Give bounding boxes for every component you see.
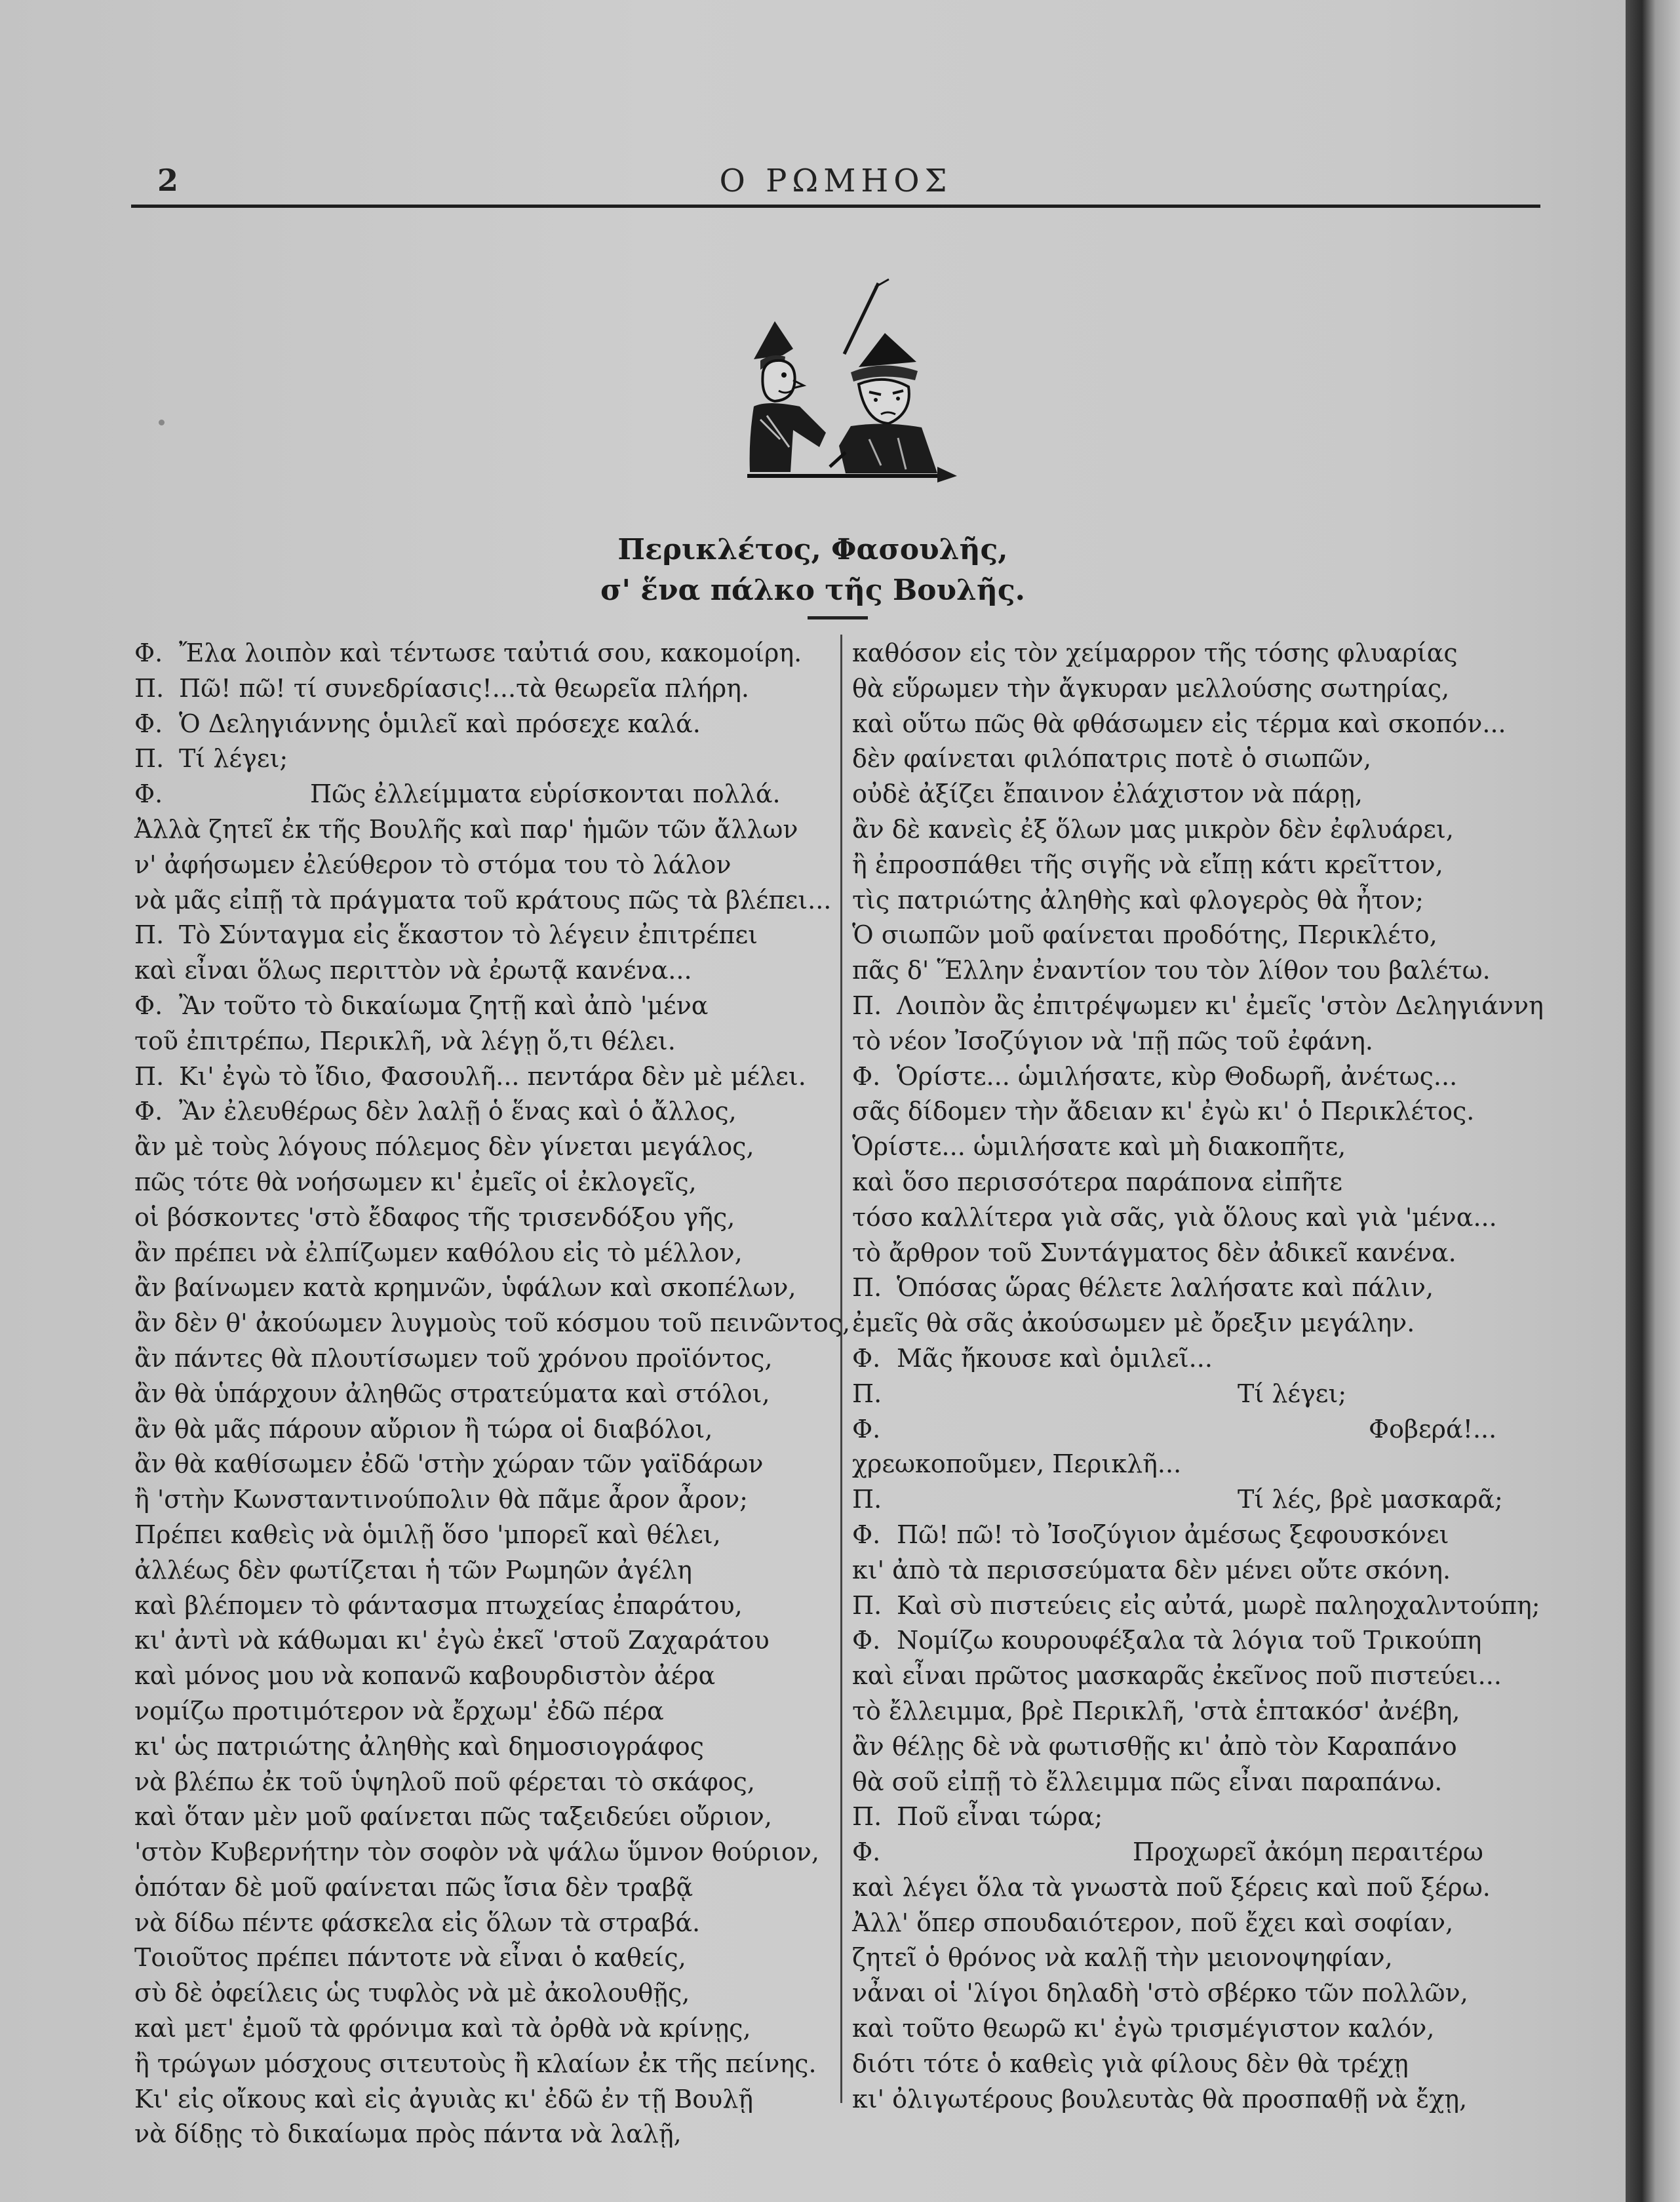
page-header bbox=[131, 157, 1540, 203]
verse-line bbox=[134, 741, 829, 777]
article-title-line-1: Περικλέτος, Φασουλῆς, bbox=[617, 533, 1008, 566]
verse-text: Τί λές, βρὲ μασκαρᾶ; bbox=[1238, 1485, 1503, 1514]
verse-text: Τί λέγει; bbox=[179, 744, 288, 774]
verse-line bbox=[134, 1976, 829, 2011]
verse-text: ἂν θὰ ὑπάρχουν ἀληθῶς στρατεύματα καὶ στόλοι, bbox=[134, 1379, 770, 1408]
binding-spine bbox=[1626, 0, 1680, 2202]
verse-line bbox=[852, 1906, 1560, 1941]
verse-text: Ὁρίστε... ὡμιλήσατε καὶ μὴ διακοπῆτε, bbox=[852, 1132, 1346, 1162]
verse-text: Λοιπὸν ἂς ἐπιτρέψωμεν κι' ἐμεῖς 'στὸν Δεληγιάννη bbox=[897, 991, 1544, 1020]
verse-text: καὶ μόνος μου νὰ κοπανῶ καβουρδιστὸν ἀέρα bbox=[134, 1661, 716, 1691]
verse-line bbox=[134, 1024, 829, 1059]
verse-line bbox=[852, 1659, 1560, 1694]
verse-line bbox=[134, 1482, 829, 1518]
speaker-label: Φ. bbox=[852, 1626, 881, 1655]
verse-line bbox=[134, 1870, 829, 1906]
ink-speck bbox=[159, 420, 165, 425]
verse-text: καὶ λέγει ὅλα τὰ γνωστὰ ποῦ ξέρεις καὶ ποῦ ξέρω. bbox=[852, 1872, 1491, 1902]
verse-line bbox=[134, 1799, 829, 1835]
verse-text: ἂν πρέπει νὰ ἐλπίζωμεν καθόλου εἰς τὸ μέλλον, bbox=[134, 1238, 743, 1267]
speaker-label: Φ. bbox=[134, 709, 163, 738]
verse-text: Ἀλλὰ ζητεῖ ἐκ τῆς Βουλῆς καὶ παρ' ἡμῶν τῶν ἄλλων bbox=[134, 814, 798, 844]
verse-text: Ὁ Δεληγιάννης ὁμιλεῖ καὶ πρόσεχε καλά. bbox=[179, 709, 701, 738]
verse-text: νομίζω προτιμότερον νὰ ἔρχωμ' ἐδῶ πέρα bbox=[134, 1696, 664, 1725]
speaker-label: Π. bbox=[852, 991, 882, 1020]
verse-line bbox=[852, 989, 1560, 1024]
verse-line bbox=[852, 1447, 1560, 1482]
verse-text: 'στὸν Κυβερνήτην τὸν σοφὸν νὰ ψάλω ὕμνον θούριον, bbox=[134, 1838, 819, 1867]
verse-text: Ὁπόσας ὥρας θέλετε λαλήσατε καὶ πάλιν, bbox=[897, 1273, 1434, 1303]
verse-text: Τὸ Σύνταγμα εἰς ἕκαστον τὸ λέγειν ἐπιτρέπει bbox=[179, 920, 758, 950]
verse-line bbox=[134, 1694, 829, 1729]
speaker-label: Π. bbox=[852, 1273, 882, 1303]
verse-line bbox=[852, 1694, 1560, 1729]
verse-line bbox=[852, 1729, 1560, 1765]
verse-text: Ἀλλ' ὅπερ σπουδαιότερον, ποῦ ἔχει καὶ σοφίαν, bbox=[852, 1908, 1454, 1937]
verse-line bbox=[852, 741, 1560, 777]
speaker-label: Φ. bbox=[852, 1414, 881, 1444]
left-column bbox=[134, 636, 851, 2152]
verse-text: Ὁρίστε... ὡμιλήσατε, κὺρ Θοδωρῆ, ἀνέτως... bbox=[897, 1061, 1458, 1091]
puppet-illustration bbox=[741, 275, 964, 492]
verse-text: καὶ εἶναι πρῶτος μασκαρᾶς ἐκεῖνος ποῦ πιστεύει... bbox=[852, 1661, 1502, 1691]
verse-line bbox=[852, 1518, 1560, 1553]
verse-text: τὶς πατριώτης ἀληθὴς καὶ φλογερὸς θὰ ἦτον; bbox=[852, 885, 1424, 914]
verse-text: Καὶ σὺ πιστεύεις εἰς αὐτά, μωρὲ παληοχαλντούπη; bbox=[897, 1590, 1540, 1620]
verse-line bbox=[134, 671, 829, 707]
verse-line bbox=[852, 848, 1560, 883]
verse-line bbox=[852, 1306, 1560, 1341]
verse-text: θὰ σοῦ εἰπῇ τὸ ἔλλειμμα πῶς εἶναι παραπάνω. bbox=[852, 1767, 1443, 1796]
verse-text: νὰ βλέπω ἐκ τοῦ ὑψηλοῦ ποῦ φέρεται τὸ σκάφος, bbox=[134, 1767, 755, 1796]
verse-text: Ἂν ἐλευθέρως δὲν λαλῇ ὁ ἕνας καὶ ὁ ἄλλος, bbox=[179, 1097, 737, 1126]
verse-text: Τοιοῦτος πρέπει πάντοτε νὰ εἶναι ὁ καθείς, bbox=[134, 1943, 686, 1973]
verse-text: Πρέπει καθεὶς νὰ ὁμιλῇ ὅσο 'μπορεῖ καὶ θέλει, bbox=[134, 1520, 721, 1549]
verse-text: ἐμεῖς θὰ σᾶς ἀκούσωμεν μὲ ὄρεξιν μεγάλην. bbox=[852, 1308, 1415, 1338]
verse-text: πᾶς δ' Ἕλλην ἐναντίον του τὸν λίθον του βαλέτω. bbox=[852, 956, 1491, 985]
verse-text: νὰ μᾶς εἰπῇ τὰ πράγματα τοῦ κράτους πῶς τὰ βλέπει... bbox=[134, 885, 832, 914]
verse-line bbox=[852, 1870, 1560, 1906]
verse-text: ἀλλέως δὲν φωτίζεται ἡ τῶν Ρωμηῶν ἀγέλη bbox=[134, 1555, 692, 1584]
verse-line bbox=[134, 2011, 829, 2047]
verse-text: Προχωρεῖ ἀκόμη περαιτέρω bbox=[1133, 1838, 1483, 1867]
verse-line bbox=[134, 1518, 829, 1553]
verse-line bbox=[134, 1130, 829, 1165]
verse-text: ἂν μὲ τοὺς λόγους πόλεμος δὲν γίνεται μεγάλος, bbox=[134, 1132, 754, 1162]
verse-line bbox=[134, 2082, 829, 2117]
verse-line bbox=[852, 1940, 1560, 1976]
verse-text: κι' ὀλιγωτέρους βουλευτὰς θὰ προσπαθῇ νὰ ἔχῃ, bbox=[852, 2084, 1468, 2114]
verse-text: Ἔλα λοιπὸν καὶ τέντωσε ταὐτιά σου, κακομοίρη. bbox=[179, 639, 802, 667]
verse-text: οὐδὲ ἀξίζει ἔπαινον ἐλάχιστον νὰ πάρῃ, bbox=[852, 779, 1363, 809]
speaker-label: Π. bbox=[134, 673, 165, 703]
verse-text: νὰ δίδω πέντε φάσκελα εἰς ὅλων τὰ στραβά. bbox=[134, 1908, 701, 1937]
verse-line bbox=[852, 636, 1560, 671]
verse-text: ἢ ἐπροσπάθει τῆς σιγῆς νὰ εἴπῃ κάτι κρεῖττον, bbox=[852, 850, 1443, 879]
verse-line bbox=[134, 1623, 829, 1659]
verse-line bbox=[852, 1130, 1560, 1165]
verse-line bbox=[852, 1200, 1560, 1236]
verse-text: ν' ἀφήσωμεν ἐλεύθερον τὸ στόμα του τὸ λάλον bbox=[134, 850, 732, 879]
verse-line bbox=[852, 777, 1560, 812]
verse-text: Κι' ἐγὼ τὸ ἴδιο, Φασουλῆ... πεντάρα δὲν μὲ μέλει. bbox=[179, 1061, 806, 1091]
speaker-label: Φ. bbox=[852, 1061, 881, 1091]
verse-line bbox=[852, 918, 1560, 953]
verse-text: δὲν φαίνεται φιλόπατρις ποτὲ ὁ σιωπῶν, bbox=[852, 744, 1372, 774]
verse-line bbox=[852, 2011, 1560, 2047]
verse-text: ὁπόταν δὲ μοῦ φαίνεται πῶς ἴσια δὲν τραβᾷ bbox=[134, 1872, 693, 1902]
verse-text: Νομίζω κουρουφέξαλα τὰ λόγια τοῦ Τρικούπη bbox=[897, 1626, 1482, 1655]
verse-line bbox=[134, 989, 829, 1024]
verse-line bbox=[134, 1200, 829, 1236]
verse-line bbox=[852, 883, 1560, 918]
verse-line bbox=[852, 1482, 1560, 1518]
verse-text: κι' ἀπὸ τὰ περισσεύματα δὲν μένει οὔτε σκόνη. bbox=[852, 1555, 1451, 1584]
verse-text: Μᾶς ἤκουσε καὶ ὁμιλεῖ... bbox=[897, 1343, 1213, 1373]
verse-text: τὸ ἔλλειμμα, βρὲ Περικλῆ, 'στὰ ἑπτακόσ' ἀνέβη, bbox=[852, 1696, 1460, 1725]
verse-line bbox=[852, 1270, 1560, 1306]
speaker-label: Π. bbox=[134, 1061, 165, 1091]
verse-line bbox=[852, 1165, 1560, 1200]
verse-line bbox=[134, 1835, 829, 1870]
verse-text: τὸ ἄρθρον τοῦ Συντάγματος δὲν ἀδικεῖ κανένα. bbox=[852, 1238, 1456, 1267]
verse-text: Ἂν τοῦτο τὸ δικαίωμα ζητῇ καὶ ἀπὸ 'μένα bbox=[179, 991, 709, 1020]
verse-text: καὶ βλέπομεν τὸ φάντασμα πτωχείας ἐπαράτου, bbox=[134, 1590, 743, 1620]
verse-text: ἢ 'στὴν Κωνσταντινούπολιν θὰ πᾶμε ἆρον ἆρον; bbox=[134, 1485, 748, 1514]
speaker-label: Φ. bbox=[134, 1097, 163, 1126]
verse-line bbox=[134, 1906, 829, 1941]
verse-line bbox=[852, 2082, 1560, 2117]
verse-text: τὸ νέον Ἰσοζύγιον νὰ 'πῇ πῶς τοῦ ἐφάνη. bbox=[852, 1026, 1373, 1055]
speaker-label: Π. bbox=[852, 1590, 882, 1620]
verse-line bbox=[852, 812, 1560, 848]
verse-line bbox=[852, 1412, 1560, 1447]
speaker-label: Π. bbox=[852, 1379, 882, 1408]
speaker-label: Φ. bbox=[852, 1838, 881, 1867]
verse-line bbox=[134, 1270, 829, 1306]
verse-line bbox=[134, 2117, 829, 2152]
verse-line bbox=[852, 707, 1560, 742]
verse-line bbox=[134, 1659, 829, 1694]
verse-line bbox=[852, 1377, 1560, 1412]
verse-line bbox=[852, 1799, 1560, 1835]
verse-text: καὶ εἶναι ὅλως περιττὸν νὰ ἐρωτᾷ κανένα... bbox=[134, 956, 692, 985]
verse-text: ἂν θέλῃς δὲ νὰ φωτισθῇς κι' ἀπὸ τὸν Καραπάνο bbox=[852, 1731, 1457, 1761]
verse-text: Ποῦ εἶναι τώρα; bbox=[897, 1802, 1103, 1832]
speaker-label: Φ. bbox=[134, 639, 163, 667]
verse-line bbox=[852, 1059, 1560, 1095]
verse-line bbox=[852, 1623, 1560, 1659]
verse-line bbox=[134, 883, 832, 918]
verse-line bbox=[134, 1094, 829, 1130]
verse-line bbox=[852, 1588, 1560, 1624]
speaker-label: Φ. bbox=[852, 1520, 881, 1549]
verse-text: ἂν θὰ καθίσωμεν ἐδῶ 'στὴν χώραν τῶν γαϊδάρων bbox=[134, 1449, 764, 1479]
verse-line bbox=[134, 1765, 829, 1800]
verse-line bbox=[134, 848, 829, 883]
verse-text: ἂν δὲ κανεὶς ἐξ ὅλων μας μικρὸν δὲν ἐφλυάρει, bbox=[852, 814, 1454, 844]
article-title bbox=[0, 530, 1626, 611]
verse-text: νἆναι οἱ 'λίγοι δηλαδὴ 'στὸ σβέρκο τῶν πολλῶν, bbox=[852, 1978, 1468, 2008]
verse-line bbox=[134, 918, 829, 953]
verse-text: νὰ δίδῃς τὸ δικαίωμα πρὸς πάντα νὰ λαλῇ, bbox=[134, 2119, 682, 2149]
verse-line bbox=[852, 1341, 1560, 1377]
verse-text: σᾶς δίδομεν τὴν ἄδειαν κι' ἐγὼ κι' ὁ Περικλέτος. bbox=[852, 1097, 1475, 1126]
verse-text: Φοβερά!... bbox=[1369, 1414, 1497, 1444]
verse-text: πῶς τότε θὰ νοήσωμεν κι' ἐμεῖς οἱ ἐκλογεῖς, bbox=[134, 1167, 697, 1196]
verse-line bbox=[134, 777, 829, 812]
verse-text: καὶ ὅσο περισσότερα παράπονα εἰπῆτε bbox=[852, 1167, 1342, 1196]
verse-line bbox=[134, 1588, 829, 1624]
verse-text: Πῶ! πῶ! τί συνεδρίασις!...τὰ θεωρεῖα πλήρη. bbox=[179, 673, 750, 703]
speaker-label: Φ. bbox=[852, 1343, 881, 1373]
verse-line bbox=[134, 1306, 851, 1341]
speaker-label: Φ. bbox=[134, 779, 163, 809]
verse-line bbox=[852, 2047, 1560, 2082]
verse-text: σὺ δὲ ὀφείλεις ὡς τυφλὸς νὰ μὲ ἀκολουθῇς, bbox=[134, 1978, 690, 2008]
verse-line bbox=[852, 671, 1560, 707]
page-number: 2 bbox=[157, 163, 179, 198]
verse-text: θὰ εὕρωμεν τὴν ἄγκυραν μελλούσης σωτηρίας, bbox=[852, 673, 1450, 703]
verse-line bbox=[134, 2047, 829, 2082]
verse-line bbox=[134, 707, 829, 742]
verse-text: ἢ τρώγων μόσχους σιτευτοὺς ἢ κλαίων ἐκ τῆς πείνης. bbox=[134, 2049, 817, 2078]
verse-text: τοῦ ἐπιτρέπω, Περικλῆ, νὰ λέγῃ ὅ,τι θέλει. bbox=[134, 1026, 676, 1055]
verse-text: καθόσον εἰς τὸν χείμαρρον τῆς τόσης φλυαρίας bbox=[852, 639, 1458, 667]
verse-text: ζητεῖ ὁ θρόνος νὰ καλῇ τὴν μειονοψηφίαν, bbox=[852, 1943, 1393, 1973]
verse-text: καὶ ὅταν μὲν μοῦ φαίνεται πῶς ταξειδεύει οὔριον, bbox=[134, 1802, 772, 1832]
verse-line bbox=[134, 1377, 829, 1412]
verse-line bbox=[134, 1729, 829, 1765]
speaker-label: Φ. bbox=[134, 991, 163, 1020]
verse-line bbox=[134, 1447, 829, 1482]
verse-text: καὶ μετ' ἐμοῦ τὰ φρόνιμα καὶ τὰ ὀρθὰ νὰ κρίνῃς, bbox=[134, 2014, 751, 2043]
verse-text: καὶ τοῦτο θεωρῶ κι' ἐγὼ τρισμέγιστον καλόν, bbox=[852, 2014, 1435, 2043]
verse-text: κι' ἀντὶ νὰ κάθωμαι κι' ἐγὼ ἐκεῖ 'στοῦ Ζαχαράτου bbox=[134, 1626, 770, 1655]
verse-line bbox=[134, 812, 829, 848]
verse-text: Ὁ σιωπῶν μοῦ φαίνεται προδότης, Περικλέτο, bbox=[852, 920, 1437, 950]
verse-line bbox=[852, 1236, 1560, 1271]
speaker-label: Π. bbox=[134, 744, 165, 774]
verse-line bbox=[134, 1940, 829, 1976]
verse-text: Τί λέγει; bbox=[1238, 1379, 1347, 1408]
speaker-label: Π. bbox=[134, 920, 165, 950]
verse-line bbox=[852, 1553, 1560, 1588]
verse-line bbox=[134, 953, 829, 989]
verse-line bbox=[852, 1976, 1560, 2011]
verse-text: Κι' εἰς οἴκους καὶ εἰς ἀγυιὰς κι' ἐδῶ ἐν τῇ Βουλῇ bbox=[134, 2084, 754, 2114]
verse-line bbox=[134, 636, 829, 671]
header-rule bbox=[131, 205, 1540, 208]
verse-line bbox=[134, 1236, 829, 1271]
masthead: Ο ΡΩΜΗΟΣ bbox=[719, 163, 952, 199]
verse-line bbox=[134, 1341, 829, 1377]
article-title-line-2: σ' ἕνα πάλκο τῆς Βουλῆς. bbox=[600, 574, 1025, 607]
verse-line bbox=[852, 1024, 1560, 1059]
verse-text: οἱ βόσκοντες 'στὸ ἔδαφος τῆς τρισενδόξου γῆς, bbox=[134, 1202, 735, 1232]
verse-text: χρεωκοποῦμεν, Περικλῆ... bbox=[852, 1449, 1182, 1479]
verse-text: ἂν βαίνωμεν κατὰ κρημνῶν, ὑφάλων καὶ σκοπέλων, bbox=[134, 1273, 796, 1303]
title-rule bbox=[808, 616, 868, 619]
speaker-label: Π. bbox=[852, 1802, 882, 1832]
verse-text: Πῶς ἐλλείμματα εὑρίσκονται πολλά. bbox=[310, 779, 781, 809]
column-divider bbox=[840, 635, 842, 2103]
verse-text: ἂν θὰ μᾶς πάρουν αὔριον ἢ τώρα οἱ διαβόλοι, bbox=[134, 1414, 713, 1444]
verse-line bbox=[852, 1094, 1560, 1130]
speaker-label: Π. bbox=[852, 1485, 882, 1514]
right-column bbox=[852, 636, 1560, 2117]
verse-line bbox=[134, 1165, 829, 1200]
verse-line bbox=[852, 1765, 1560, 1800]
verse-text: ἂν δὲν θ' ἀκούωμεν λυγμοὺς τοῦ κόσμου τοῦ πεινῶντος, bbox=[134, 1308, 851, 1338]
verse-line bbox=[134, 1412, 829, 1447]
verse-text: τόσο καλλίτερα γιὰ σᾶς, γιὰ ὅλους καὶ γιὰ 'μένα... bbox=[852, 1202, 1497, 1232]
verse-text: κι' ὡς πατριώτης ἀληθὴς καὶ δημοσιογράφος bbox=[134, 1731, 704, 1761]
verse-text: καὶ οὕτω πῶς θὰ φθάσωμεν εἰς τέρμα καὶ σκοπόν... bbox=[852, 709, 1506, 738]
verse-line bbox=[852, 1835, 1560, 1870]
verse-text: διότι τότε ὁ καθεὶς γιὰ φίλους δὲν θὰ τρέχῃ bbox=[852, 2049, 1409, 2078]
verse-text: ἂν πάντες θὰ πλουτίσωμεν τοῦ χρόνου προϊόντος, bbox=[134, 1343, 773, 1373]
verse-line bbox=[134, 1553, 829, 1588]
verse-line bbox=[134, 1059, 829, 1095]
verse-line bbox=[852, 953, 1560, 989]
verse-text: Πῶ! πῶ! τὸ Ἰσοζύγιον ἀμέσως ξεφουσκόνει bbox=[897, 1520, 1449, 1549]
